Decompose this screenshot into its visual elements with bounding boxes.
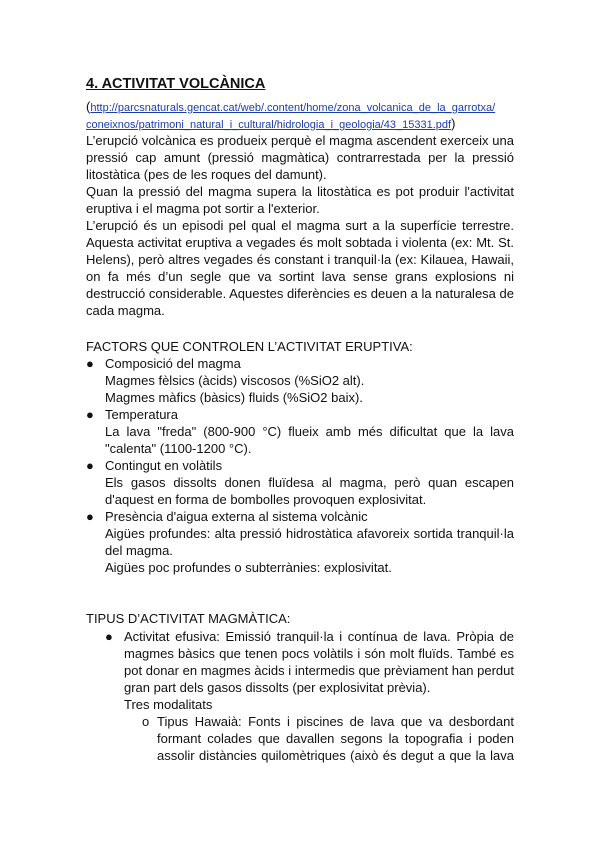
hawaii-line: assolir distàncies quilomètriques (això és degut a que la lava	[157, 748, 514, 763]
hawaii-line: Tipus Hawaià: Fonts i piscines de lava que va desbordant	[157, 714, 514, 729]
tipus-heading: TIPUS D’ACTIVITAT MAGMÀTICA:	[86, 611, 291, 626]
link-paren-close: )	[451, 116, 456, 131]
intro-line: cada magma.	[86, 303, 165, 318]
bullet-icon: ●	[86, 407, 94, 422]
efusiva-line: gran part dels gasos dissolts (per explosivitat prèvia).	[124, 680, 431, 695]
intro-line: pressió cap amunt (pressió magmàtica) contrarrestada per la pressió	[86, 150, 514, 165]
factors-heading: FACTORS QUE CONTROLEN L’ACTIVITAT ERUPTIVA:	[86, 339, 413, 354]
factor-line: d'aquest en forma de bombolles provoquen explosivitat.	[105, 492, 427, 507]
factor-title: Contingut en volàtils	[105, 458, 223, 473]
factor-line: "calenta" (1100-1200 °C).	[105, 441, 252, 456]
intro-line: Helens), però altres vegades és constant i tranquil·la (ex: Kilauea, Hawaii,	[86, 252, 514, 267]
hawaii-line: formant colades que davallen segons la topografia i poden	[157, 731, 514, 746]
sub-bullet-icon: o	[142, 714, 150, 729]
intro-line: litostàtica (pes de les roques del damunt).	[86, 167, 327, 182]
factor-line: La lava "freda" (800-900 °C) flueix amb més dificultat que la lava	[105, 424, 514, 439]
factor-line: Magmes màfics (bàsics) fluids (%SiO2 baix).	[105, 390, 363, 405]
intro-line: Quan la pressió del magma supera la litostàtica es pot produir l'activitat	[86, 184, 514, 199]
factor-line: Els gasos dissolts donen fluïdesa al magma, però quan escapen	[105, 475, 514, 490]
link-paren-open: (	[86, 99, 91, 114]
bullet-icon: ●	[105, 629, 113, 644]
intro-line: L’erupció és un episodi pel qual el magma surt a la superfície terrestre.	[86, 218, 514, 233]
bullet-icon: ●	[86, 356, 94, 371]
intro-line: on fa més d’un segle que va sortint lava sense grans explosions ni	[86, 269, 514, 284]
factor-line: del magma.	[105, 543, 173, 558]
factor-title: Temperatura	[105, 407, 178, 422]
factor-line: Aigües profundes: alta pressió hidrostàtica afavoreix sortida tranquil·la	[105, 526, 514, 541]
source-link-part-1[interactable]: http://parcsnaturals.gencat.cat/web/.content/home/zona_volcanica_de_la_garrotxa/	[90, 102, 496, 114]
intro-line: L’erupció volcànica es produeix perquè el magma ascendent exerceix una	[86, 133, 514, 148]
page-title: 4. ACTIVITAT VOLCÀNICA	[86, 76, 266, 92]
source-link-part-2[interactable]: coneixnos/patrimoni_natural_i_cultural/hidrologia_i_geologia/43_15331.pdf	[86, 119, 452, 131]
intro-line: Aquesta activitat eruptiva a vegades és molt sobtada i violenta (ex: Mt. St.	[86, 235, 514, 250]
factor-title: Composició del magma	[105, 356, 241, 371]
intro-line: eruptiva i el magma pot sortir a l'exterior.	[86, 201, 320, 216]
efusiva-line: Activitat efusiva: Emissió tranquil·la i contínua de lava. Pròpia de	[124, 629, 514, 644]
efusiva-line: Tres modalitats	[124, 697, 213, 712]
bullet-icon: ●	[86, 509, 94, 524]
efusiva-line: pot donar en magmes àcids i intermedis que prèviament han perdut	[124, 663, 514, 678]
intro-line: destrucció considerable. Aquestes diferències es deuen a la naturalesa de	[86, 286, 514, 301]
efusiva-line: magmes bàsics que tenen pocs volàtils i són molt fluïds. També es	[124, 646, 514, 661]
bullet-icon: ●	[86, 458, 94, 473]
factor-line: Aigües poc profundes o subterrànies: explosivitat.	[105, 560, 392, 575]
factor-line: Magmes fèlsics (àcids) viscosos (%SiO2 alt).	[105, 373, 365, 388]
factor-title: Presència d'aigua externa al sistema volcànic	[105, 509, 368, 524]
